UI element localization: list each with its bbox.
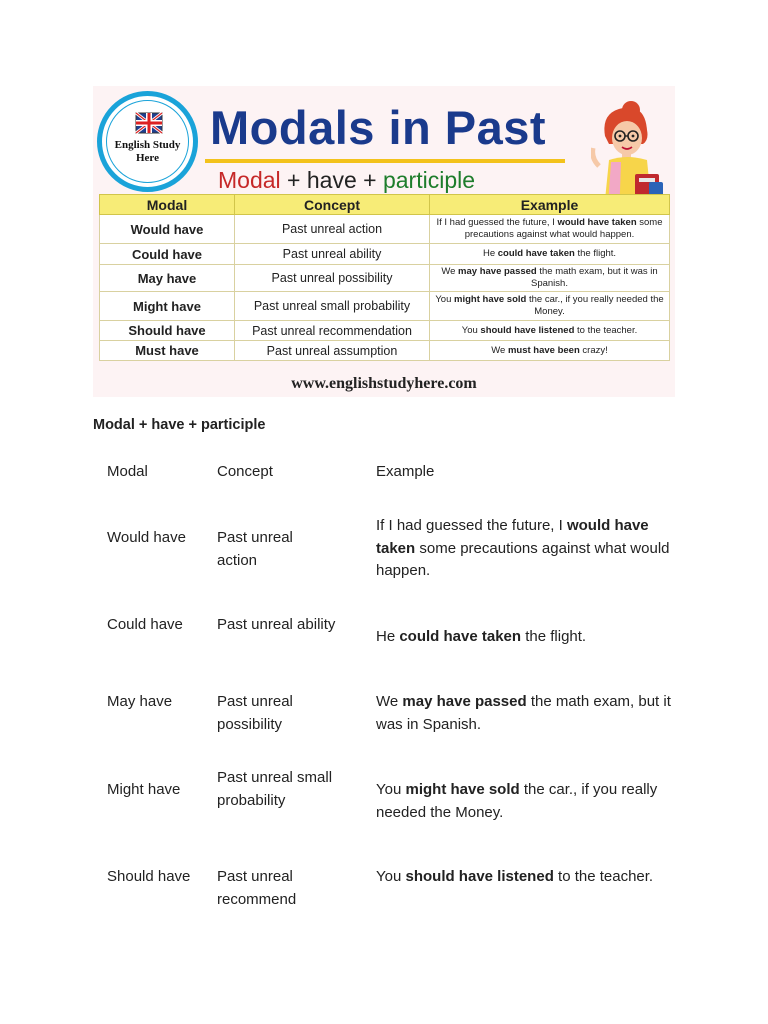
banner-title: Modals in Past: [210, 101, 547, 154]
banner-table-row: Must have Past unreal assumption We must have been crazy!: [100, 341, 670, 361]
banner-header-modal: Modal: [100, 195, 235, 215]
banner-table-row: Would have Past unreal action If I had guessed the future, I would have taken some precautions against what would happen.: [100, 215, 670, 244]
doc-header-modal: Modal: [107, 463, 148, 480]
banner-header-concept: Concept: [235, 195, 430, 215]
doc-header-example: Example: [376, 463, 435, 480]
doc-header-concept: Concept: [217, 463, 273, 480]
banner-table-row: Could have Past unreal ability He could have taken the flight.: [100, 244, 670, 265]
english-study-here-logo: [97, 91, 198, 192]
section-heading: Modal + have + participle: [93, 417, 266, 433]
logo-text: English Study Here: [114, 139, 181, 164]
infographic-banner: [93, 86, 675, 397]
banner-modals-table: [99, 194, 670, 361]
title-underline: [205, 159, 565, 163]
banner-formula: Modal + have + participle: [218, 167, 476, 193]
uk-flag-book-icon: [135, 112, 163, 134]
formula-have: have: [306, 167, 357, 193]
banner-table-row: Should have Past unreal recommendation You should have listened to the teacher.: [100, 321, 670, 341]
banner-header-example: Example: [430, 195, 670, 215]
formula-participle: participle: [382, 167, 476, 193]
banner-table-row: May have Past unreal possibility We may have passed the math exam, but it was in Spanish.: [100, 265, 670, 292]
banner-table-row: Might have Past unreal small probability You might have sold the car., if you really needed the Money.: [100, 292, 670, 321]
website-url: www.englishstudyhere.com: [291, 375, 477, 392]
formula-modal: Modal: [218, 167, 281, 193]
